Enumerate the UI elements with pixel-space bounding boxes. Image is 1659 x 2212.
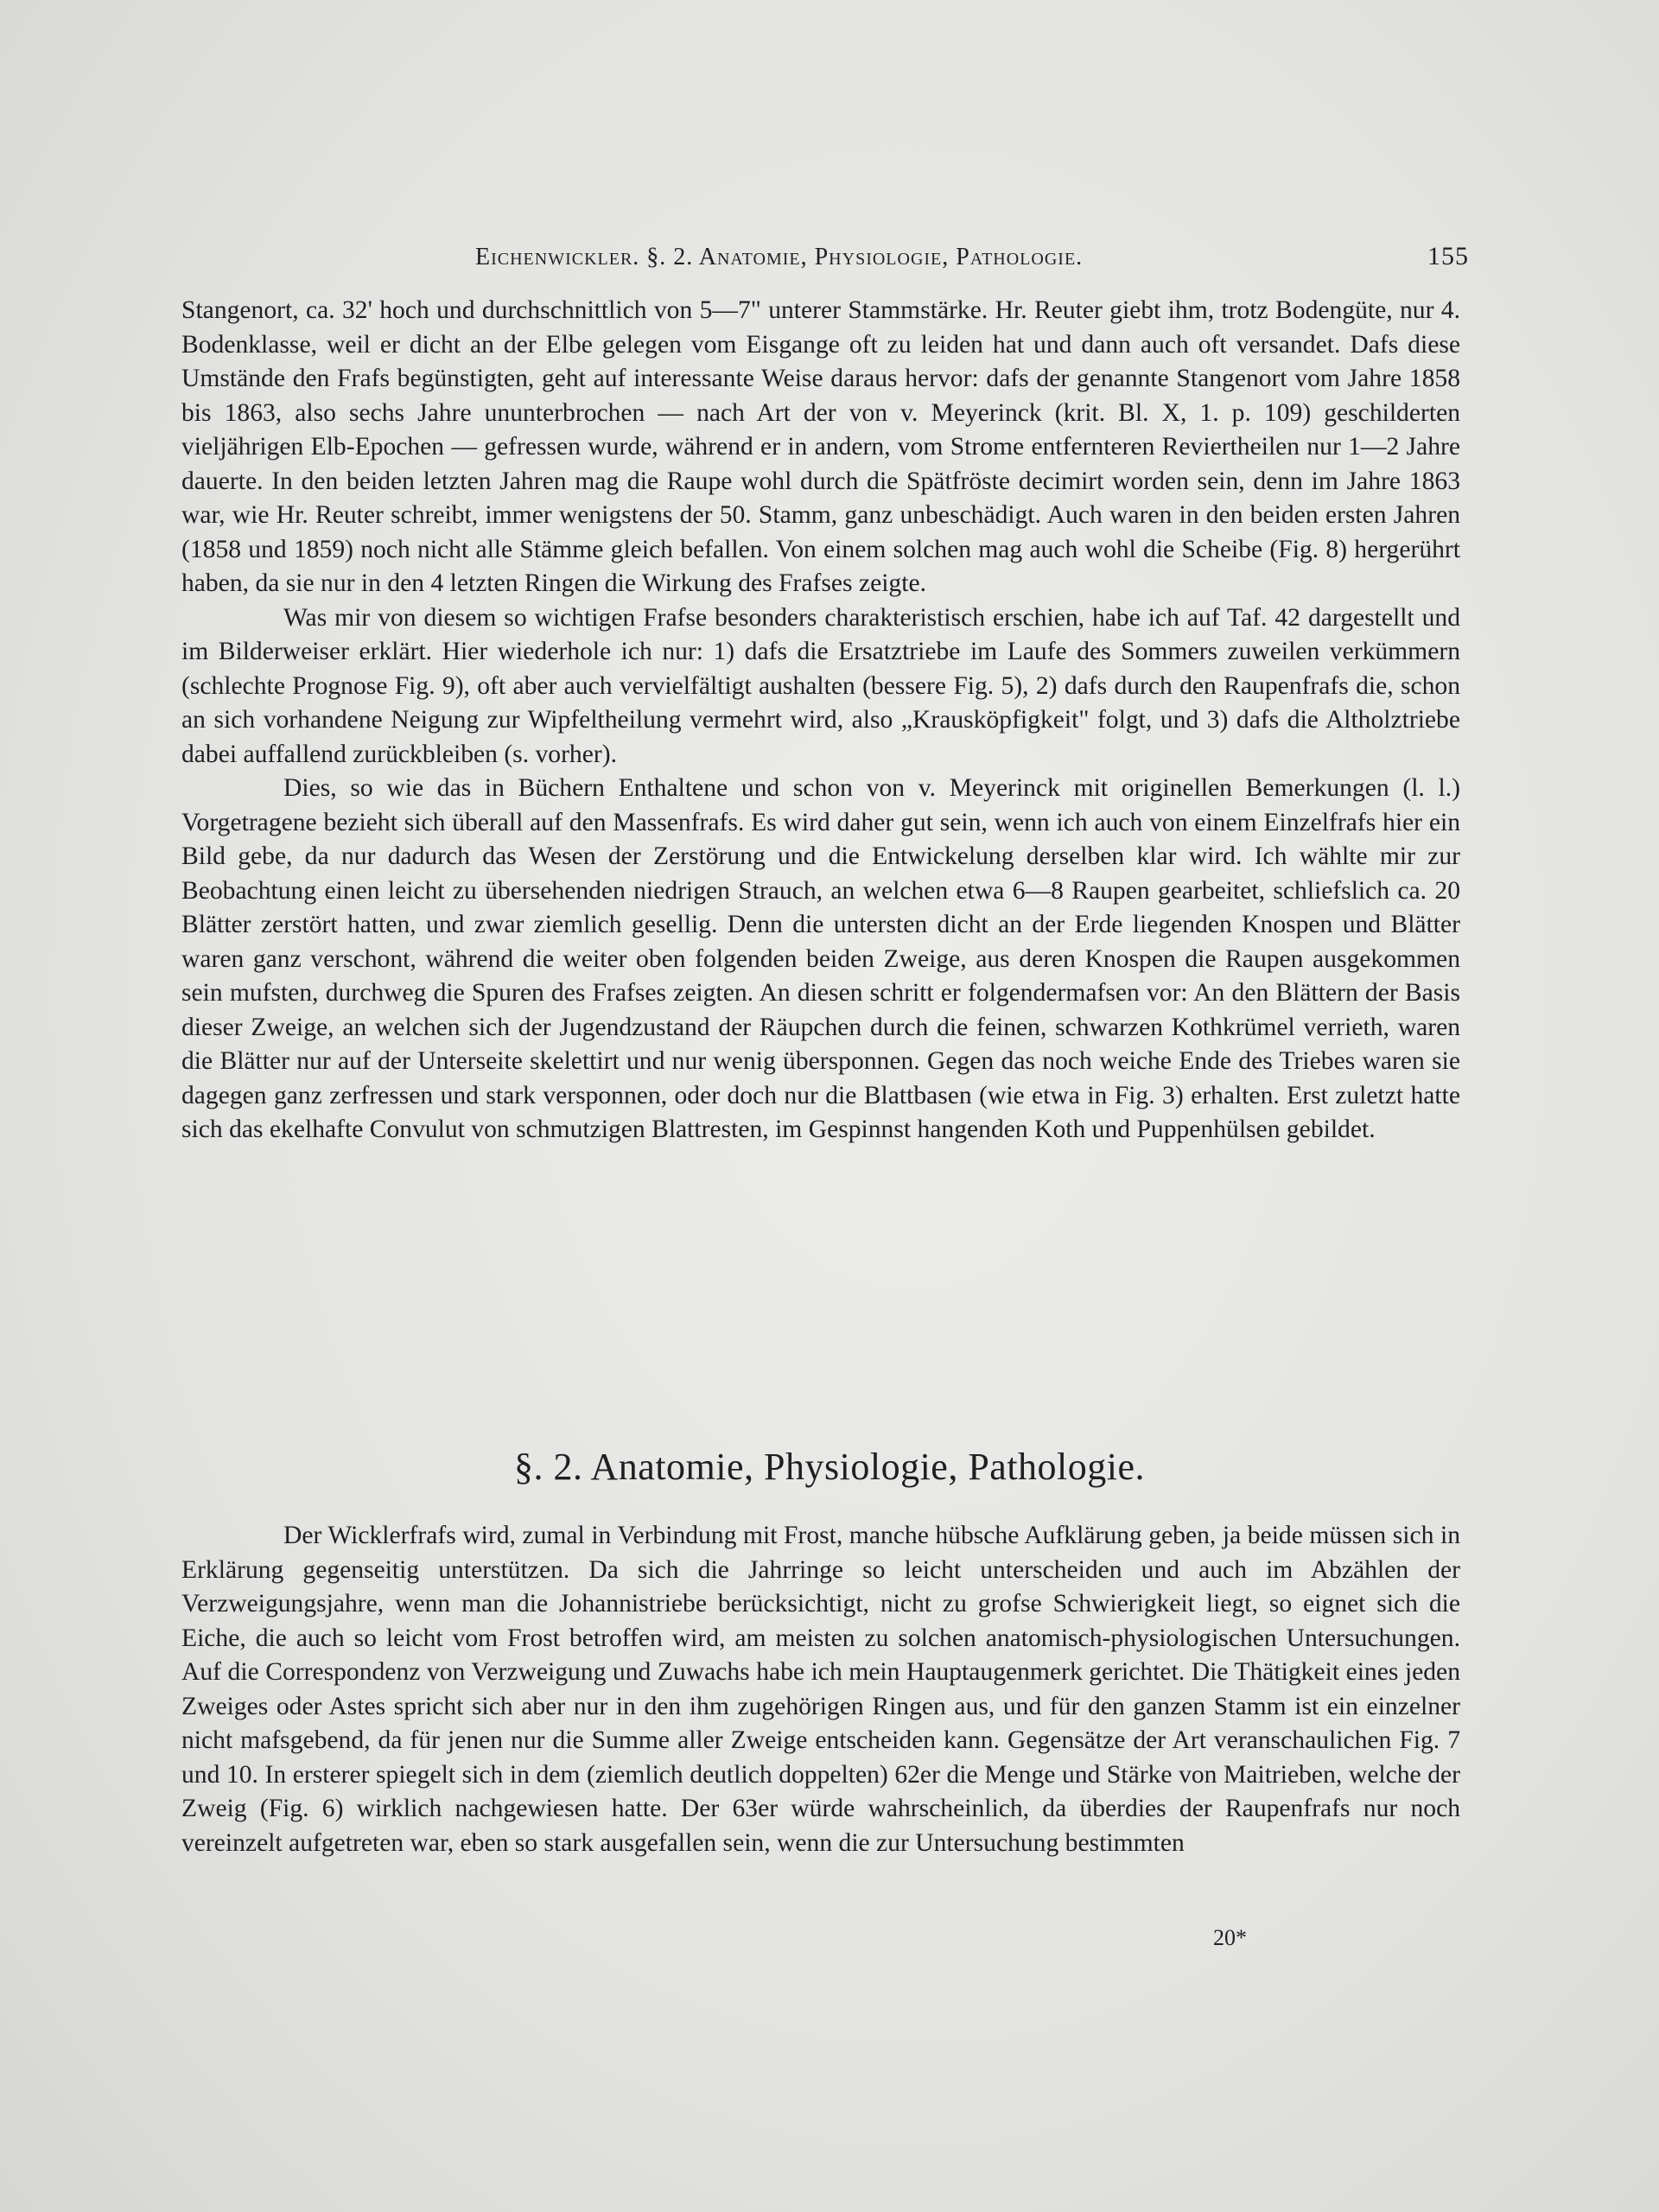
paragraph: Was mir von diesem so wichtigen Frafse besonders charakteristisch erschien, habe ich auf Taf. 42 dargestellt und im Bilderweiser erklärt. Hier wiederhole ich nur: 1) dafs die Ersatztriebe im Laufe des Sommers zuweilen verkümmern (schlechte Prognose Fig. 9), oft aber auch vervielfältigt aushalten (bessere Fig. 5), 2) dafs durch den Raupenfrafs die, schon an sich vorhandene Neigung zur Wipfeltheilung vermehrt wird, also „Krausköpfigkeit" folgt, und 3) dafs die Altholztriebe dabei auffallend zurückbleiben (s. vorher). bbox=[181, 603, 1460, 768]
paragraph: Stangenort, ca. 32' hoch und durchschnittlich von 5—7" unterer Stammstärke. Hr. Reuter giebt ihm, trotz Bodengüte, nur 4. Bodenklasse, weil er dicht an der Elbe gelegen vom Eisgange oft zu leiden hat und dann auch oft versandet. Dafs diese Umstände den Frafs begünstigten, geht auf interessante Weise daraus hervor: dafs der genannte Stangenort vom Jahre 1858 bis 1863, also sechs Jahre ununterbrochen — nach Art der von v. Meyerinck (krit. Bl. X, 1. p. 109) geschilderten vieljährigen Elb-Epochen — gefressen wurde, während er in andern, vom Strome entfernteren Reviertheilen nur 1—2 Jahre dauerte. In den beiden letzten Jahren mag die Raupe wohl durch die Spätfröste decimirt worden sein, denn im Jahre 1863 war, wie Hr. Reuter schreibt, immer wenigstens der 50. Stamm, ganz unbeschädigt. Auch waren in den beiden ersten Jahren (1858 und 1859) noch nicht alle Stämme gleich befallen. Von einem solchen mag auch wohl die Scheibe (Fig. 8) hergerührt haben, da sie nur in den 4 letzten Ringen die Wirkung des Frafses zeigte. bbox=[181, 296, 1460, 597]
text-block-bottom bbox=[181, 1519, 1460, 1860]
text-block-top bbox=[181, 294, 1460, 1147]
running-title: Eichenwickler. §. 2. Anatomie, Physiologie, Pathologie. bbox=[475, 244, 1084, 270]
running-header bbox=[475, 242, 1469, 271]
paragraph: Dies, so wie das in Büchern Enthaltene und schon von v. Meyerinck mit originellen Bemerkungen (l. l.) Vorgetragene bezieht sich überall auf den Massenfrafs. Es wird daher gut sein, wenn ich auch von einem Einzelfrafs hier ein Bild gebe, da nur dadurch das Wesen der Zerstörung und die Entwickelung derselben klar wird. Ich wählte mir zur Beobachtung einen leicht zu übersehenden niedrigen Strauch, an welchen etwa 6—8 Raupen gearbeitet, schliefslich ca. 20 Blätter zerstört hatten, und zwar ziemlich gesellig. Denn die untersten dicht an der Erde liegenden Knospen und Blätter waren ganz verschont, während die weiter oben folgenden beiden Zweige, aus deren Knospen die Raupen ausgekommen sein mufsten, durchweg die Spuren des Frafses zeigten. An diesen schritt er folgendermafsen vor: An den Blättern der Basis dieser Zweige, an welchen sich der Jugendzustand der Räupchen durch die feinen, schwarzen Kothkrümel verrieth, waren die Blätter nur auf der Unterseite skelettirt und nur wenig übersponnen. Gegen das noch weiche Ende des Triebes waren sie dagegen ganz zerfressen und stark versponnen, oder doch nur die Blattbasen (wie etwa in Fig. 3) erhalten. Erst zuletzt hatte sich das ekelhafte Convulut von schmutzigen Blattresten, im Gespinnst hangenden Koth und Puppenhülsen gebildet. bbox=[181, 774, 1460, 1143]
page-number: 155 bbox=[1427, 242, 1469, 270]
signature-mark: 20* bbox=[1213, 1925, 1247, 1950]
paragraph: Der Wicklerfrafs wird, zumal in Verbindung mit Frost, manche hübsche Aufklärung geben, ja beide müssen sich in Erklärung gegenseitig unterstützen. Da sich die Jahrringe so leicht unterscheiden und auch im Abzählen der Verzweigungsjahre, wenn man die Johannistriebe berücksichtigt, nicht zu grofse Schwierigkeit liegt, so eignet sich die Eiche, die auch so leicht vom Frost betroffen wird, am meisten zu solchen anatomisch-physiologischen Untersuchungen. Auf die Correspondenz von Verzweigung und Zuwachs habe ich mein Hauptaugenmerk gerichtet. Die Thätigkeit eines jeden Zweiges oder Astes spricht sich aber nur in den ihm zugehörigen Ringen aus, und für den ganzen Stamm ist ein einzelner nicht mafsgebend, da für jenen nur die Summe aller Zweige entscheiden kann. Gegensätze der Art veranschaulichen Fig. 7 und 10. In ersterer spiegelt sich in dem (ziemlich deutlich doppelten) 62er die Menge und Stärke von Maitrieben, welche der Zweig (Fig. 6) wirklich nachgewiesen hatte. Der 63er würde wahrscheinlich, da überdies der Raupenfrafs nur noch vereinzelt aufgetreten war, eben so stark ausgefallen sein, wenn die zur Untersuchung bestimmten bbox=[181, 1522, 1460, 1857]
section-heading: §. 2. Anatomie, Physiologie, Pathologie. bbox=[513, 1446, 1146, 1488]
